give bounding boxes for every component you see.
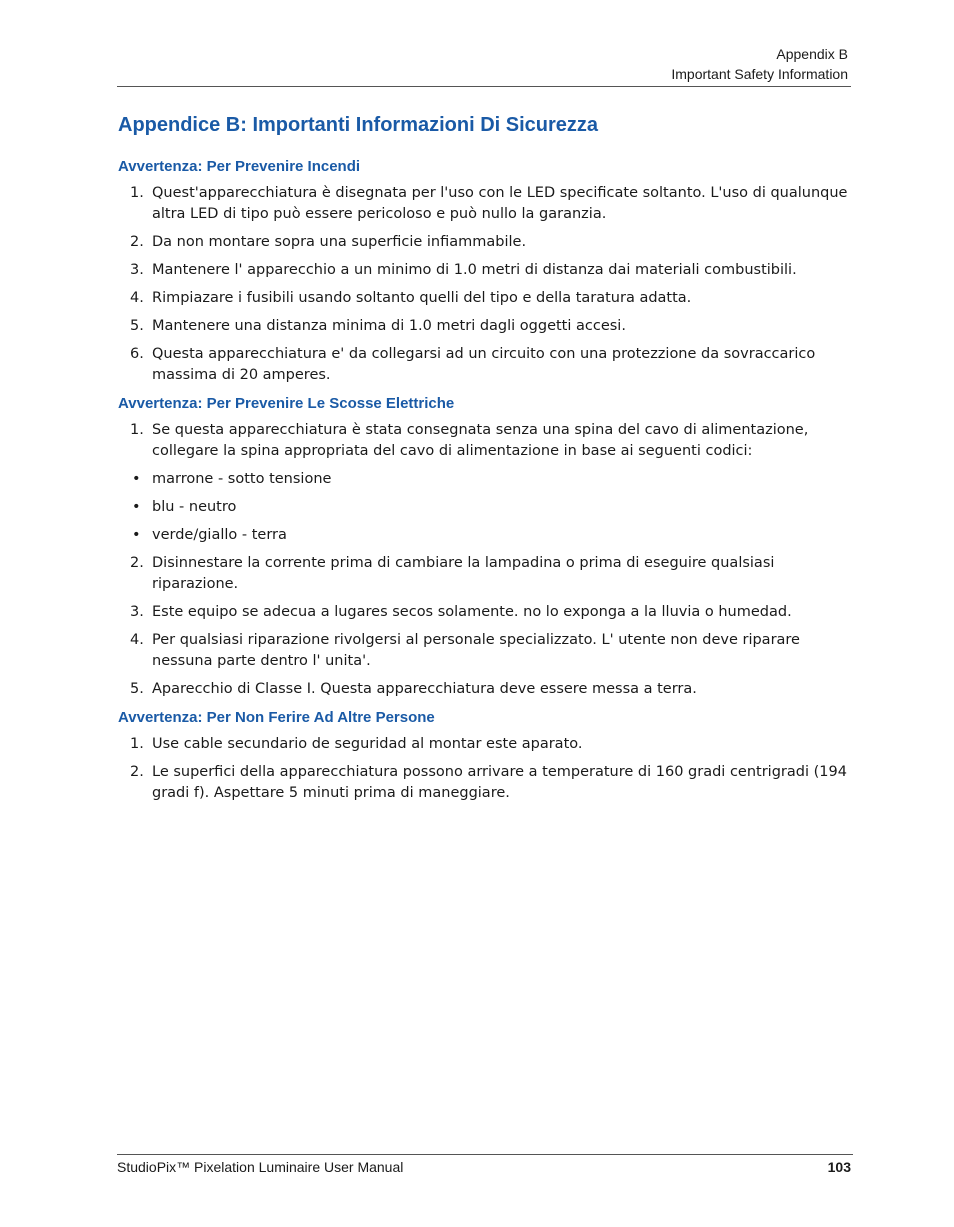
sections-container	[118, 157, 848, 804]
warning-list	[118, 183, 848, 386]
bullet-item	[118, 525, 848, 546]
numbered-item	[118, 232, 848, 253]
list-item-text: Mantenere una distanza minima di 1.0 metri dagli oggetti accesi.	[152, 318, 626, 334]
list-marker: 2.	[130, 764, 144, 780]
list-item-text: Aparecchio di Classe I. Questa apparecchiatura deve essere messa a terra.	[152, 681, 697, 697]
header-section-label: Important Safety Information	[671, 66, 848, 82]
numbered-item	[118, 183, 848, 225]
list-marker: 6.	[130, 346, 144, 362]
list-item-text: Este equipo se adecua a lugares secos solamente. no lo exponga a la lluvia o humedad.	[152, 604, 792, 620]
bullet-item	[118, 469, 848, 490]
list-marker: 1.	[130, 422, 144, 438]
warning-list	[118, 734, 848, 804]
list-item-text: Le superfici della apparecchiatura possono arrivare a temperature di 160 gradi centrigradi (194 gradi f). Aspettare 5 minuti prima di maneggiare.	[152, 764, 847, 801]
warning-list	[118, 420, 848, 700]
list-marker: 2.	[130, 234, 144, 250]
footer-manual-title: StudioPix™ Pixelation Luminaire User Manual	[117, 1159, 404, 1175]
list-item-text: Quest'apparecchiatura è disegnata per l'uso con le LED specificate soltanto. L'uso di qualunque altra LED di tipo può essere pericoloso e può nullo la garanzia.	[152, 185, 848, 222]
section-heading: Avvertenza: Per Non Ferire Ad Altre Persone	[118, 709, 435, 726]
header-appendix-label: Appendix B	[776, 46, 848, 62]
list-marker: 1.	[130, 185, 144, 201]
bullet-item	[118, 497, 848, 518]
list-marker: 3.	[130, 604, 144, 620]
list-item-text: Disinnestare la corrente prima di cambiare la lampadina o prima di eseguire qualsiasi riparazione.	[152, 555, 775, 592]
numbered-item	[118, 630, 848, 672]
numbered-item	[118, 344, 848, 386]
numbered-item	[118, 734, 848, 755]
list-marker: 2.	[130, 555, 144, 571]
numbered-item	[118, 679, 848, 700]
list-item-text: blu - neutro	[152, 499, 237, 515]
header-divider	[117, 86, 851, 87]
numbered-item	[118, 762, 848, 804]
list-marker: •	[132, 471, 141, 487]
footer-divider	[117, 1154, 853, 1155]
list-marker: 4.	[130, 290, 144, 306]
list-item-text: Mantenere l' apparecchio a un minimo di 1.0 metri di distanza dai materiali combustibili.	[152, 262, 797, 278]
list-marker: 4.	[130, 632, 144, 648]
page-header	[671, 44, 848, 84]
list-item-text: marrone - sotto tensione	[152, 471, 332, 487]
list-item-text: Per qualsiasi riparazione rivolgersi al personale specializzato. L' utente non deve riparare nessuna parte dentro l' unita'.	[152, 632, 800, 669]
numbered-item	[118, 602, 848, 623]
list-marker: •	[132, 527, 141, 543]
page-title: Appendice B: Importanti Informazioni Di Sicurezza	[118, 114, 599, 136]
list-item-text: Se questa apparecchiatura è stata consegnata senza una spina del cavo di alimentazione, collegare la spina appropriata del cavo di alimentazione in base ai seguenti codici:	[152, 422, 809, 459]
page-content	[118, 111, 848, 812]
list-item-text: Questa apparecchiatura e' da collegarsi ad un circuito con una protezzione da sovraccarico massima di 20 amperes.	[152, 346, 816, 383]
numbered-item	[118, 420, 848, 462]
list-item-text: Use cable secundario de seguridad al montar este aparato.	[152, 736, 583, 752]
list-marker: 1.	[130, 736, 144, 752]
list-marker: 5.	[130, 318, 144, 334]
list-item-text: Rimpiazare i fusibili usando soltanto quelli del tipo e della taratura adatta.	[152, 290, 692, 306]
list-item-text: Da non montare sopra una superficie infiammabile.	[152, 234, 527, 250]
section-heading: Avvertenza: Per Prevenire Incendi	[118, 158, 361, 175]
list-item-text: verde/giallo - terra	[152, 527, 287, 543]
numbered-item	[118, 316, 848, 337]
list-marker: 3.	[130, 262, 144, 278]
list-marker: •	[132, 499, 141, 515]
footer-page-number: 103	[827, 1159, 851, 1175]
section-heading: Avvertenza: Per Prevenire Le Scosse Elettriche	[118, 395, 455, 412]
list-marker: 5.	[130, 681, 144, 697]
numbered-item	[118, 260, 848, 281]
numbered-item	[118, 288, 848, 309]
numbered-item	[118, 553, 848, 595]
